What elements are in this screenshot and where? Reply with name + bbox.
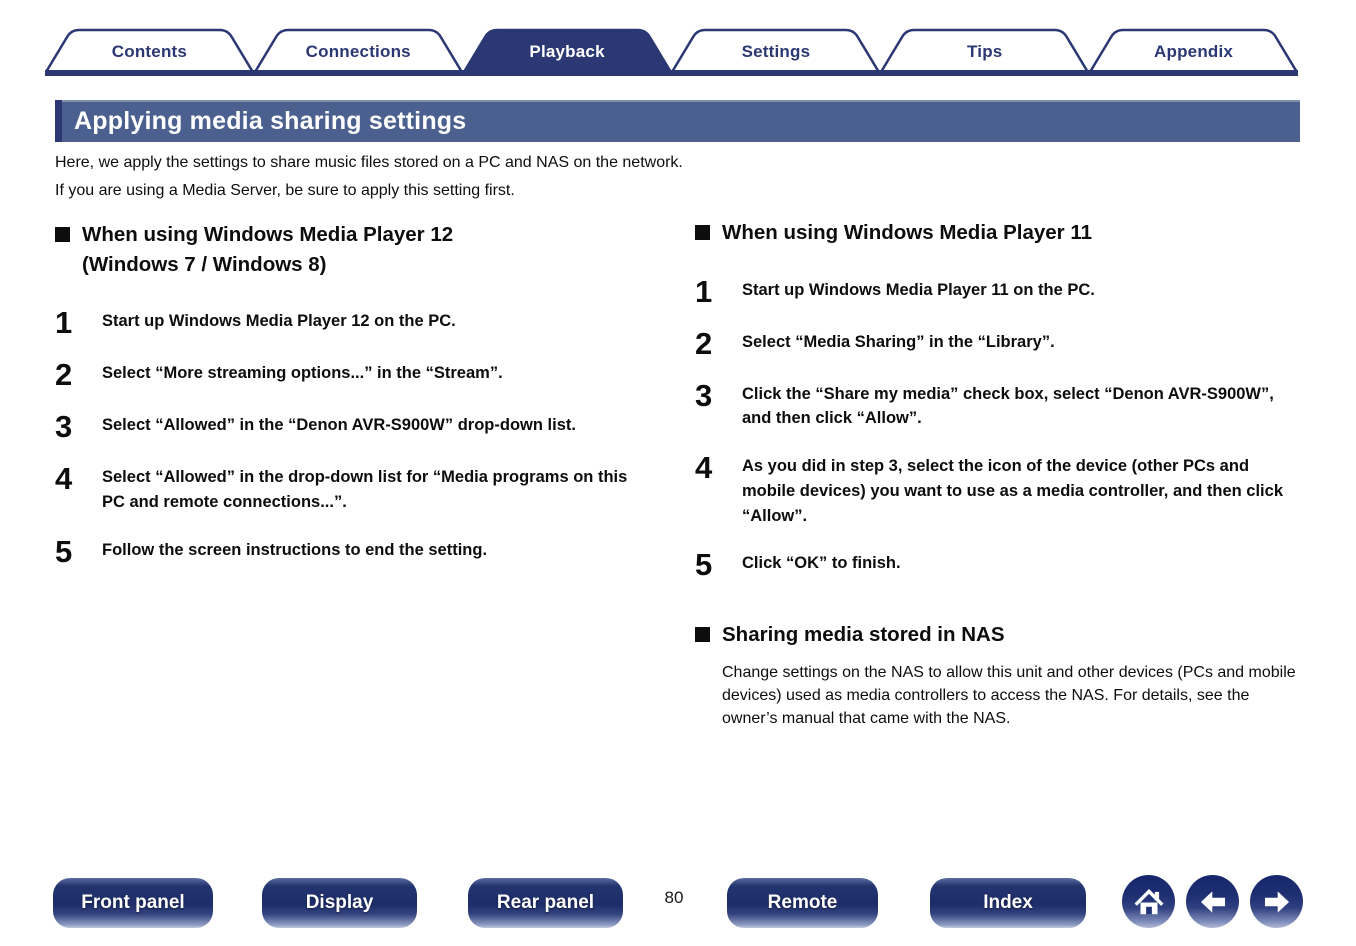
step-text: Click the “Share my media” check box, select “Denon AVR-S900W”, and then click “Allow”. bbox=[742, 384, 1274, 428]
section-header-bar bbox=[55, 100, 1300, 142]
step-text: Follow the screen instructions to end the setting. bbox=[102, 540, 488, 559]
page-title: Applying media sharing settings bbox=[74, 106, 467, 135]
step-number: 1 bbox=[695, 273, 713, 309]
heading-line1: When using Windows Media Player 12 bbox=[82, 223, 454, 246]
back-button[interactable] bbox=[1186, 875, 1239, 928]
step-number: 3 bbox=[55, 409, 73, 445]
heading-wmp11 bbox=[695, 218, 1300, 248]
square-bullet-icon bbox=[695, 627, 710, 642]
square-bullet-icon bbox=[695, 225, 710, 240]
tab-settings[interactable] bbox=[671, 28, 880, 72]
step-text: Select “Allowed” in the drop-down list for “Media programs on this PC and remote connections...”. bbox=[102, 468, 628, 512]
step-row bbox=[695, 450, 1300, 528]
step-row bbox=[55, 305, 645, 341]
step-number: 4 bbox=[695, 450, 713, 486]
step-text: Start up Windows Media Player 11 on the PC. bbox=[742, 280, 1095, 299]
tab-label: Appendix bbox=[1154, 42, 1234, 61]
heading-wmp12 bbox=[55, 220, 645, 279]
intro-line: Here, we apply the settings to share music files stored on a PC and NAS on the network. bbox=[55, 154, 683, 171]
tab-label: Connections bbox=[305, 42, 411, 61]
heading-text bbox=[82, 220, 453, 279]
display-button[interactable] bbox=[262, 878, 417, 928]
heading-nas bbox=[695, 620, 1300, 650]
arrow-right-icon bbox=[1260, 885, 1294, 919]
tab-contents[interactable] bbox=[45, 28, 254, 72]
step-text: Start up Windows Media Player 12 on the PC. bbox=[102, 312, 456, 331]
index-button[interactable] bbox=[930, 878, 1086, 928]
home-button[interactable] bbox=[1122, 875, 1175, 928]
intro-text bbox=[55, 149, 1155, 204]
button-label: Display bbox=[305, 892, 374, 913]
page-number: 80 bbox=[664, 888, 684, 907]
step-number: 2 bbox=[695, 325, 713, 361]
rear-panel-button[interactable] bbox=[468, 878, 623, 928]
step-row bbox=[695, 325, 1300, 361]
tab-label: Tips bbox=[967, 42, 1003, 61]
step-row bbox=[695, 377, 1300, 432]
step-row bbox=[695, 273, 1300, 309]
tab-playback[interactable] bbox=[463, 28, 672, 72]
home-icon bbox=[1132, 885, 1166, 919]
tab-label: Playback bbox=[529, 42, 605, 61]
step-number: 2 bbox=[55, 357, 73, 393]
tab-tips[interactable] bbox=[880, 28, 1089, 72]
step-text: As you did in step 3, select the icon of the device (other PCs and mobile devices) you want to use as a media controller, and then click “Allow”. bbox=[742, 457, 1283, 525]
step-row bbox=[55, 357, 645, 393]
forward-button[interactable] bbox=[1250, 875, 1303, 928]
arrow-left-icon bbox=[1196, 885, 1230, 919]
square-bullet-icon bbox=[55, 227, 70, 242]
remote-button[interactable] bbox=[727, 878, 878, 928]
button-label: Remote bbox=[767, 892, 838, 913]
column-wmp11 bbox=[695, 218, 1300, 730]
step-text: Select “Allowed” in the “Denon AVR-S900W” drop-down list. bbox=[102, 416, 576, 435]
button-label: Index bbox=[983, 892, 1033, 913]
step-number: 1 bbox=[55, 305, 73, 341]
heading-text: When using Windows Media Player 11 bbox=[722, 221, 1093, 244]
tab-appendix[interactable] bbox=[1089, 28, 1298, 72]
column-wmp12 bbox=[55, 220, 645, 590]
tab-label: Settings bbox=[741, 42, 811, 61]
tab-underline bbox=[45, 70, 1298, 76]
heading-text: Sharing media stored in NAS bbox=[722, 623, 1005, 647]
step-row bbox=[55, 409, 645, 445]
tab-connections[interactable] bbox=[254, 28, 463, 72]
intro-line: If you are using a Media Server, be sure to apply this setting first. bbox=[55, 181, 515, 199]
step-number: 5 bbox=[55, 533, 73, 569]
front-panel-button[interactable] bbox=[53, 878, 213, 928]
step-row bbox=[55, 533, 645, 569]
tab-label: Contents bbox=[111, 42, 188, 61]
button-label: Front panel bbox=[81, 892, 185, 913]
top-tab-bar bbox=[45, 28, 1298, 72]
step-text: Click “OK” to finish. bbox=[742, 554, 901, 573]
step-text: Select “Media Sharing” in the “Library”. bbox=[742, 332, 1055, 351]
heading-line2: (Windows 7 / Windows 8) bbox=[82, 252, 327, 276]
button-label: Rear panel bbox=[496, 892, 595, 913]
step-row bbox=[695, 547, 1300, 583]
nas-paragraph: Change settings on the NAS to allow this unit and other devices (PCs and mobile devices) used as media controllers to access the NAS. For details, see the owner’s manual that came with the NAS. bbox=[722, 664, 1296, 727]
step-row bbox=[55, 461, 645, 515]
step-number: 5 bbox=[695, 547, 713, 583]
step-number: 3 bbox=[695, 377, 713, 413]
step-number: 4 bbox=[55, 461, 73, 497]
step-text: Select “More streaming options...” in the “Stream”. bbox=[102, 364, 503, 383]
